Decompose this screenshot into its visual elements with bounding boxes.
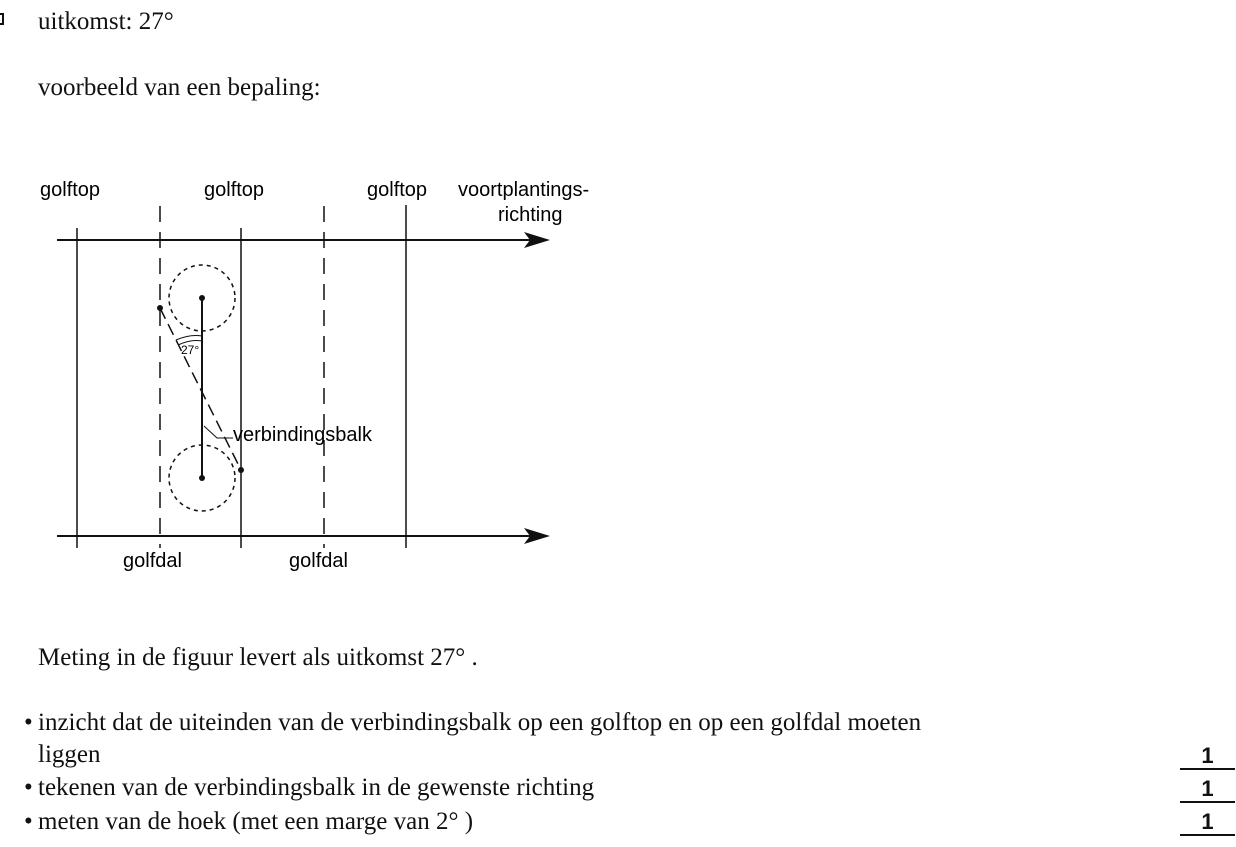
criterion-1-line1: inzicht dat de uiteinden van de verbindingsbalk op een golftop en op een golfdal moeten xyxy=(38,709,922,736)
crest-label-3: golftop xyxy=(367,179,428,201)
criterion-1-line2: liggen xyxy=(38,741,101,768)
criterion-2-score: 1 xyxy=(1180,777,1235,803)
result-line: uitkomst: 27° xyxy=(38,8,174,35)
crest-label-2: golftop xyxy=(204,179,265,201)
criterion-1-score: 1 xyxy=(1180,744,1235,770)
bar-label: verbindingsbalk xyxy=(233,424,372,446)
lower-dot xyxy=(199,475,205,481)
wave-figure xyxy=(0,160,640,590)
right-end-dot xyxy=(238,467,244,473)
intro-text: voorbeeld van een bepaling: xyxy=(38,74,321,101)
criterion-3-score: 1 xyxy=(1180,810,1235,836)
direction-label-1: voortplantings- xyxy=(458,179,590,201)
left-end-dot xyxy=(157,305,163,311)
upper-dot xyxy=(199,295,205,301)
crest-label-1: golftop xyxy=(40,179,101,201)
measurement-text: Meting in de figuur levert als uitkomst 27° . xyxy=(38,644,478,671)
criterion-3-text: meten van de hoek (met een marge van 2° ) xyxy=(38,808,474,835)
trough-label-1: golfdal xyxy=(123,550,182,572)
checkbox[interactable] xyxy=(0,13,4,25)
angle-arc-1 xyxy=(176,336,202,341)
angle-label: 27° xyxy=(181,343,200,357)
trough-label-2: golfdal xyxy=(289,550,348,572)
direction-label-2: richting xyxy=(498,204,563,226)
label-leader xyxy=(204,426,233,438)
criterion-2-text: tekenen van de verbindingsbalk in de gewenste richting xyxy=(38,774,595,801)
